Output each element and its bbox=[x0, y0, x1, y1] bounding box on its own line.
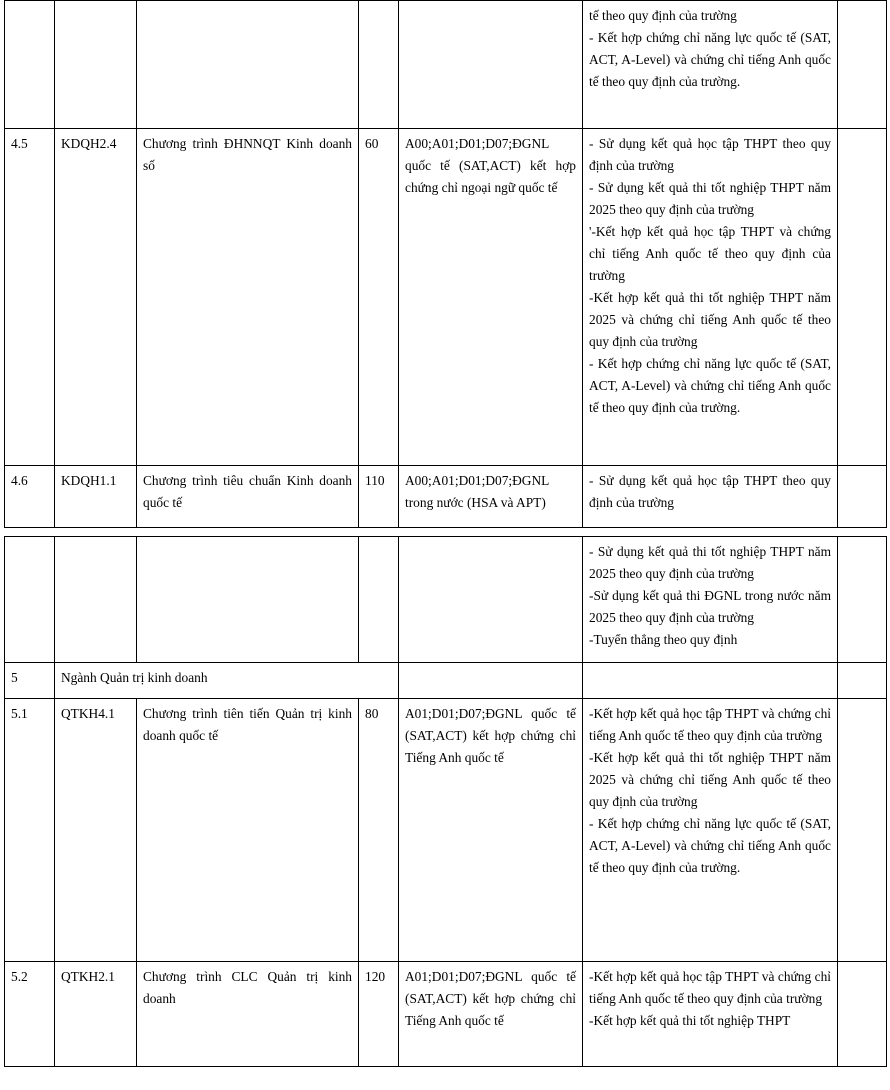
section-stt-cell: 5 bbox=[5, 663, 55, 699]
code-cell: KDQH1.1 bbox=[55, 466, 137, 528]
quota-cell: 60 bbox=[359, 129, 399, 466]
quota-cell: 120 bbox=[359, 962, 399, 1067]
section-row bbox=[5, 663, 887, 699]
program-name-cell bbox=[137, 1, 359, 129]
code-cell bbox=[55, 1, 137, 129]
note-cell bbox=[838, 129, 887, 466]
table-row bbox=[5, 1, 887, 129]
admission-methods-cell: - Sử dụng kết quả thi tốt nghiệp THPT năm 2025 theo quy định của trường -Sử dụng kết quả thi ĐGNL trong nước năm 2025 theo quy định của trường -Tuyển thẳng theo quy định bbox=[583, 537, 838, 663]
note-cell bbox=[838, 699, 887, 962]
table-row bbox=[5, 962, 887, 1067]
stt-cell: 4.6 bbox=[5, 466, 55, 528]
table-row bbox=[5, 129, 887, 466]
admission-methods-cell: -Kết hợp kết quả học tập THPT và chứng chỉ tiếng Anh quốc tế theo quy định của trường -Kết hợp kết quả thi tốt nghiệp THPT năm 2025 và chứng chỉ tiếng Anh quốc tế theo quy định của trường - Kết hợp chứng chỉ năng lực quốc tế (SAT, ACT, A-Level) và chứng chỉ tiếng Anh quốc tế theo quy định của trường. bbox=[583, 699, 838, 962]
stt-cell: 5.2 bbox=[5, 962, 55, 1067]
subject-combo-cell bbox=[399, 537, 583, 663]
note-cell bbox=[838, 537, 887, 663]
program-name-cell: Chương trình tiêu chuẩn Kinh doanh quốc tế bbox=[137, 466, 359, 528]
subject-combo-cell: A01;D01;D07;ĐGNL quốc tế (SAT,ACT) kết hợp chứng chỉ Tiếng Anh quốc tế bbox=[399, 699, 583, 962]
subject-combo-cell: A00;A01;D01;D07;ĐGNL quốc tế (SAT,ACT) kết hợp chứng chỉ ngoại ngữ quốc tế bbox=[399, 129, 583, 466]
table-row bbox=[5, 537, 887, 663]
section-title-cell: Ngành Quản trị kinh doanh bbox=[55, 663, 399, 699]
note-cell bbox=[838, 962, 887, 1067]
admission-methods-cell: tế theo quy định của trường - Kết hợp chứng chỉ năng lực quốc tế (SAT, ACT, A-Level) và chứng chỉ tiếng Anh quốc tế theo quy định của trường. bbox=[583, 1, 838, 129]
subject-combo-cell: A00;A01;D01;D07;ĐGNL trong nước (HSA và APT) bbox=[399, 466, 583, 528]
quota-cell bbox=[359, 537, 399, 663]
admissions-table-bottom bbox=[4, 536, 887, 1067]
code-cell bbox=[55, 537, 137, 663]
program-name-cell: Chương trình ĐHNNQT Kinh doanh số bbox=[137, 129, 359, 466]
table-row bbox=[5, 699, 887, 962]
note-cell bbox=[838, 663, 887, 699]
code-cell: QTKH4.1 bbox=[55, 699, 137, 962]
program-name-cell bbox=[137, 537, 359, 663]
note-cell bbox=[838, 466, 887, 528]
note-cell bbox=[838, 1, 887, 129]
stt-cell bbox=[5, 1, 55, 129]
stt-cell bbox=[5, 537, 55, 663]
subject-combo-cell bbox=[399, 1, 583, 129]
program-name-cell: Chương trình CLC Quản trị kinh doanh bbox=[137, 962, 359, 1067]
subject-combo-cell bbox=[399, 663, 583, 699]
code-cell: KDQH2.4 bbox=[55, 129, 137, 466]
quota-cell: 110 bbox=[359, 466, 399, 528]
stt-cell: 4.5 bbox=[5, 129, 55, 466]
admission-methods-cell: -Kết hợp kết quả học tập THPT và chứng chỉ tiếng Anh quốc tế theo quy định của trường -Kết hợp kết quả thi tốt nghiệp THPT bbox=[583, 962, 838, 1067]
subject-combo-cell: A01;D01;D07;ĐGNL quốc tế (SAT,ACT) kết hợp chứng chỉ Tiếng Anh quốc tế bbox=[399, 962, 583, 1067]
stt-cell: 5.1 bbox=[5, 699, 55, 962]
admissions-table-top bbox=[4, 0, 887, 528]
admission-methods-cell bbox=[583, 663, 838, 699]
code-cell: QTKH2.1 bbox=[55, 962, 137, 1067]
admission-methods-cell: - Sử dụng kết quả học tập THPT theo quy định của trường bbox=[583, 466, 838, 528]
program-name-cell: Chương trình tiên tiến Quản trị kinh doanh quốc tế bbox=[137, 699, 359, 962]
admission-methods-cell: - Sử dụng kết quả học tập THPT theo quy định của trường - Sử dụng kết quả thi tốt nghiệp THPT năm 2025 theo quy định của trường '-Kết hợp kết quả học tập THPT và chứng chỉ tiếng Anh quốc tế theo quy định của trường -Kết hợp kết quả thi tốt nghiệp THPT năm 2025 và chứng chỉ tiếng Anh quốc tế theo quy định của trường - Kết hợp chứng chỉ năng lực quốc tế (SAT, ACT, A-Level) và chứng chỉ tiếng Anh quốc tế theo quy định của trường. bbox=[583, 129, 838, 466]
table-row bbox=[5, 466, 887, 528]
quota-cell: 80 bbox=[359, 699, 399, 962]
quota-cell bbox=[359, 1, 399, 129]
